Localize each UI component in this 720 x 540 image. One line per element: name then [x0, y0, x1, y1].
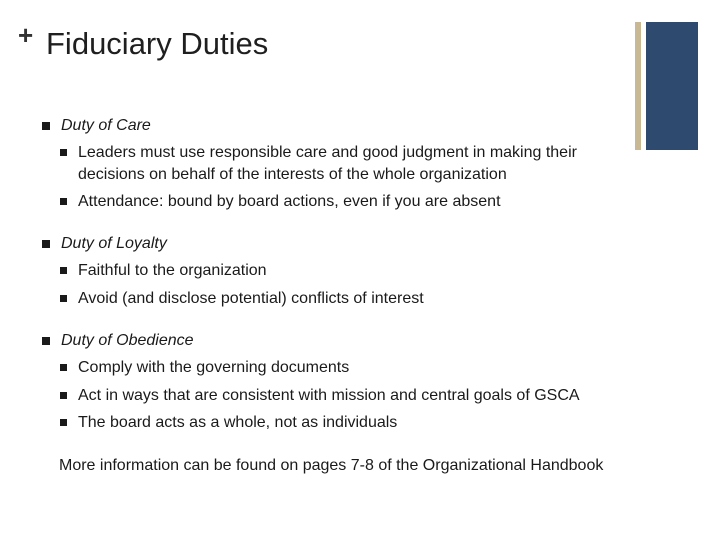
footer-note: More information can be found on pages 7-8 of the Organizational Handbook [59, 457, 604, 474]
square-bullet-icon [60, 149, 67, 156]
bullet-text-continued: decisions on behalf of the interests of the whole organization [78, 166, 507, 183]
section-heading-care: Duty of Care [61, 117, 151, 134]
square-bullet-icon [60, 419, 67, 426]
square-bullet-icon [42, 337, 50, 345]
square-bullet-icon [60, 295, 67, 302]
square-bullet-icon [42, 240, 50, 248]
section-heading-loyalty: Duty of Loyalty [61, 235, 167, 252]
bullet-text: Act in ways that are consistent with mission and central goals of GSCA [78, 387, 580, 404]
bullet-text: Faithful to the organization [78, 262, 267, 279]
page-title: Fiduciary Duties [46, 26, 269, 61]
accent-bar-tan [635, 22, 641, 150]
square-bullet-icon [60, 364, 67, 371]
bullet-text: The board acts as a whole, not as individuals [78, 414, 398, 431]
accent-block-navy [646, 22, 698, 150]
square-bullet-icon [60, 198, 67, 205]
square-bullet-icon [42, 122, 50, 130]
bullet-text: Leaders must use responsible care and good judgment in making their [78, 144, 577, 161]
bullet-text: Avoid (and disclose potential) conflicts of interest [78, 290, 424, 307]
bullet-text: Comply with the governing documents [78, 359, 350, 376]
section-heading-obedience: Duty of Obedience [61, 332, 194, 349]
square-bullet-icon [60, 392, 67, 399]
square-bullet-icon [60, 267, 67, 274]
title-plus-icon: + [18, 20, 34, 50]
bullet-text: Attendance: bound by board actions, even if you are absent [78, 193, 501, 210]
